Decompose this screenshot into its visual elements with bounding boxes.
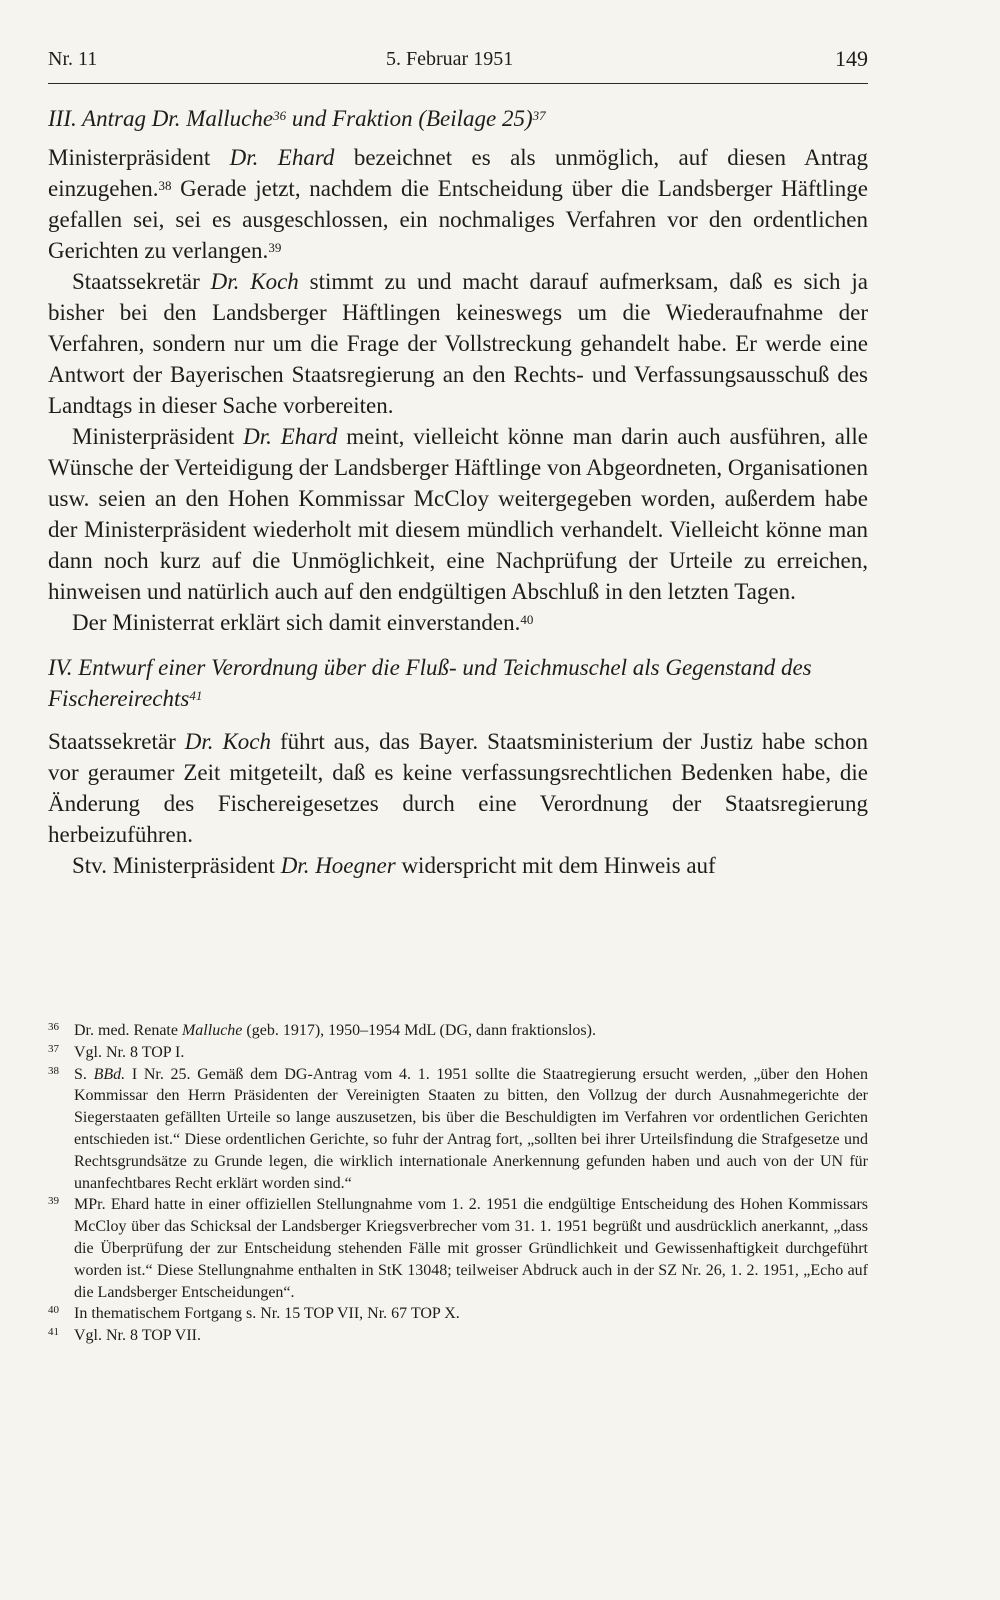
text-run: Stv. Ministerpräsident xyxy=(72,853,281,878)
text-run: stimmt zu und macht darauf aufmerksam, daß es sich ja bisher bei den Landsberger Häftlingen keineswegs um die Wiederaufnahme der Verfahren, sondern nur um die Frage der Vollstreckung gehandelt habe. Er werde eine Antwort der Bayerischen Staatsregierung an den Rechts- und Verfassungsausschuß des Landtags in dieser Sache vorbereiten. xyxy=(48,269,869,418)
heading-text: und Fraktion (Beilage 25) xyxy=(286,106,533,131)
issue-number: Nr. 11 xyxy=(48,48,98,70)
footnote-number: 38 xyxy=(48,1064,59,1077)
footnote xyxy=(48,1020,868,1042)
page-number: 149 xyxy=(835,46,868,71)
text-run: In thematischem Fortgang s. Nr. 15 TOP VII, Nr. 67 TOP X. xyxy=(74,1305,460,1323)
footnote-number: 41 xyxy=(48,1326,59,1339)
footnote-text xyxy=(74,1194,868,1303)
speaker-name: Dr. Koch xyxy=(184,729,272,754)
italic-run: BBd. xyxy=(93,1065,126,1083)
footnote-number: 39 xyxy=(48,1195,59,1208)
footnote-text xyxy=(74,1020,868,1042)
text-run: Der Ministerrat erklärt sich damit einverstanden. xyxy=(72,610,521,635)
text-run: Gerade jetzt, nachdem die Entscheidung über die Landsberger Häftlinge gefallen sei, sei es ausgeschlossen, ein nochmaliges Verfahren vor den ordentlichen Gerichten zu verlangen. xyxy=(48,176,868,263)
footnote xyxy=(48,1325,868,1347)
footnote-text xyxy=(74,1325,868,1347)
text-run: I Nr. 25. Gemäß dem DG-Antrag vom 4. 1. 1951 sollte die Staatregierung ersucht werden, „über den Hohen Kommissar den Herrn Präsidenten der Vereinigten Staaten zu bitten, den Vollzug der durch Ausnahmegerichte der Siegerstaaten gefällten Urteile so lange auszusetzen, bis über die Beschuldigten im Verfahren vor ordentlichen Gerichten entschieden ist.“ Diese ordentlichen Gerichte, so fuhr der Antrag fort, „sollten bei ihrer Urteilsfindung die Strafgesetze und Rechtsgrundsätze zu Grunde legen, die wirklich internationale Anerkennung gefunden haben und auch von der UN für unanfechtbares Recht erklärt worden sind.“ xyxy=(74,1065,868,1192)
text-run: Staatssekretär xyxy=(72,269,211,294)
speaker-name: Dr. Koch xyxy=(210,269,299,294)
footnote-text xyxy=(74,1303,868,1325)
page-header xyxy=(48,42,868,78)
text-run: (geb. 1917), 1950–1954 MdL (DG, dann fraktionslos). xyxy=(242,1022,596,1039)
section-heading-iii xyxy=(48,103,868,134)
footnote-ref: 37 xyxy=(532,108,546,123)
footnote-ref: 39 xyxy=(268,240,282,255)
footnote-text xyxy=(74,1064,868,1195)
footnote xyxy=(48,1064,868,1195)
heading-text: IV. Entwurf einer Verordnung über die Fluß- und Teichmuschel als Gegenstand des Fischereirechts xyxy=(48,655,812,711)
speaker-name: Dr. Hoegner xyxy=(280,853,396,878)
paragraph xyxy=(48,266,868,421)
text-run: Staatssekretär xyxy=(48,729,185,754)
footnote-ref: 41 xyxy=(189,688,203,703)
footnotes xyxy=(48,1020,868,1347)
footnote-number: 36 xyxy=(48,1021,59,1033)
text-run: meint, vielleicht könne man darin auch ausführen, alle Wünsche der Verteidigung der Landsberger Häftlinge von Abgeordneten, Organisationen usw. seien an den Hohen Kommissar McCloy weitergegeben worden, außerdem habe der Ministerpräsident wiederholt mit diesem mündlich verhandelt. Vielleicht könne man dann noch kurz auf die Unmöglichkeit, eine Nachprüfung der Urteile zu erreichen, hinweisen und natürlich auch auf den endgültigen Abschluß in den letzten Tagen. xyxy=(48,424,868,604)
main-text xyxy=(48,103,868,881)
text-run: Ministerpräsident xyxy=(72,424,244,449)
footnote-ref: 40 xyxy=(520,612,534,627)
paragraph xyxy=(48,607,868,638)
footnote-number: 37 xyxy=(48,1042,59,1055)
text-run: Dr. med. Renate xyxy=(74,1022,182,1039)
header-date: 5. Februar 1951 xyxy=(386,48,514,70)
footnote-ref: 36 xyxy=(273,108,287,123)
speaker-name: Dr. Ehard xyxy=(229,145,335,170)
footnote-text xyxy=(74,1042,868,1064)
paragraph xyxy=(48,726,868,850)
text-run: Vgl. Nr. 8 TOP VII. xyxy=(74,1327,201,1345)
text-run: führt aus, das Bayer. Staatsministerium der Justiz habe schon vor geraumer Zeit mitgeteilt, daß es keine verfassungsrechtlichen Bedenken habe, die Änderung des Fischereigesetzes durch eine Verordnung der Staatsregierung herbeizuführen. xyxy=(48,729,868,847)
footnote xyxy=(48,1042,868,1064)
text-run: Vgl. Nr. 8 TOP I. xyxy=(74,1043,185,1061)
text-run: widerspricht mit dem Hinweis auf xyxy=(395,853,716,878)
text-run: bezeichnet es als unmöglich, auf diesen Antrag einzugehen. xyxy=(48,145,868,201)
italic-run: Malluche xyxy=(181,1022,243,1039)
footnote xyxy=(48,1194,868,1303)
header-rule xyxy=(48,83,868,84)
section-heading-iv xyxy=(48,652,868,714)
text-run: Ministerpräsident xyxy=(48,145,230,170)
footnote-ref: 38 xyxy=(158,178,172,193)
footnote-number: 40 xyxy=(48,1304,59,1317)
paragraph xyxy=(48,142,868,266)
heading-text: III. Antrag Dr. Malluche xyxy=(48,106,274,131)
text-run: S. xyxy=(74,1065,94,1083)
speaker-name: Dr. Ehard xyxy=(243,424,338,449)
text-run: MPr. Ehard hatte in einer offiziellen Stellungnahme vom 1. 2. 1951 die endgültige Entscheidung des Hohen Kommissars McCloy über das Schicksal der Landsberger Kriegsverbrecher vom 31. 1. 1951 begrüßt und ausdrücklich anerkannt, „dass die Überprüfung der zur Entscheidung stehenden Fälle mit grosser Gründlichkeit und Gewissenhaftigkeit durchgeführt worden ist.“ Diese Stellungnahme enthalten in StK 13048; teilweiser Abdruck auch in der SZ Nr. 26, 1. 2. 1951, „Echo auf die Landsberger Entscheidungen“. xyxy=(74,1196,868,1301)
footnote xyxy=(48,1303,868,1325)
paragraph xyxy=(48,421,868,607)
paragraph xyxy=(48,850,868,881)
